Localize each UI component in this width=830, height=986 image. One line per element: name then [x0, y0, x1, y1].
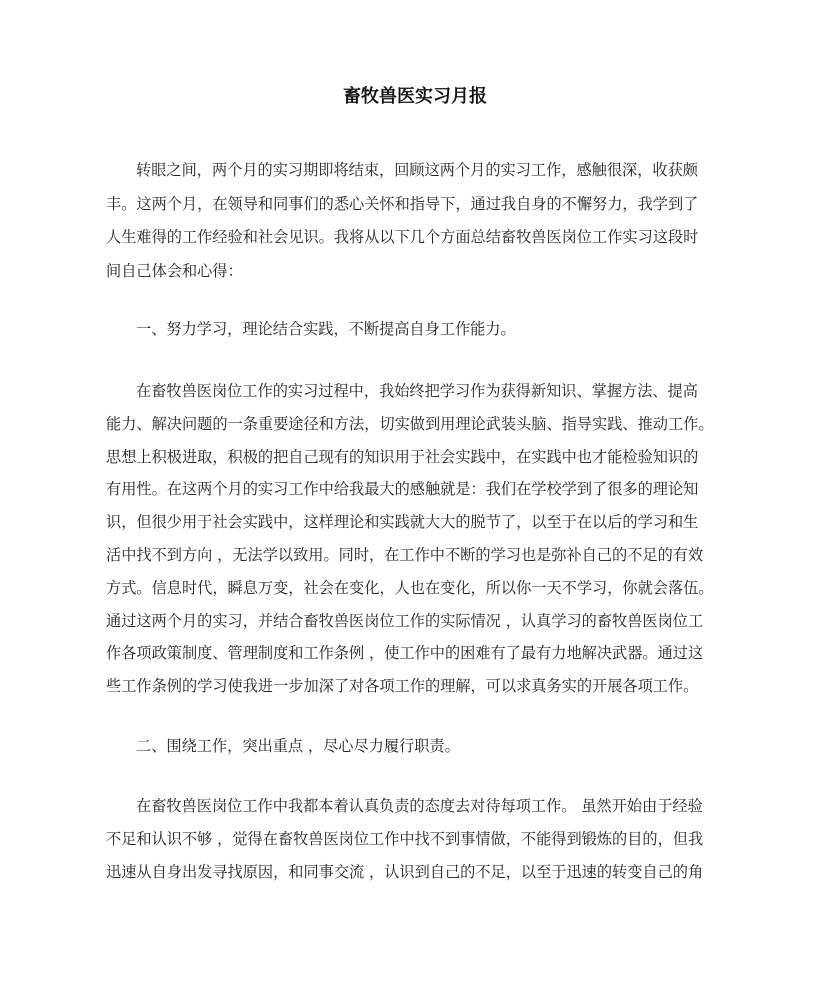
paragraph-intro — [106, 154, 726, 288]
text-line: 迅速从自身出发寻找原因，和同事交流 ，认识到自己的不足，以至于迅速的转变自己的角 — [106, 863, 704, 881]
text-line: 通过这两个月的实习，并结合畜牧兽医岗位工作的实际情况 ，认真学习的畜牧兽医岗位工 — [106, 611, 704, 630]
text-line: 丰。这两个月，在领导和同事们的悉心关怀和指导下，通过我自身的不懈努力，我学到了 — [106, 194, 699, 213]
text-line: 间自己体会和心得： — [106, 261, 243, 280]
text-line: 在畜牧兽医岗位工作中我都本着认真负责的态度去对待每项工作。 虽然开始由于经验 — [136, 797, 703, 815]
paragraph-section-1 — [106, 375, 726, 703]
paragraph-section-2 — [106, 790, 726, 889]
text-line: 思想上积极进取，积极的把自己现有的知识用于社会实践中，在实践中也才能检验知识的 — [106, 447, 699, 466]
document-title: 畜牧兽医实习月报 — [343, 86, 487, 107]
text-line: 不足和认识不够 ，觉得在畜牧兽医岗位工作中找不到事情做，不能得到锻炼的目的，但我 — [106, 830, 704, 848]
text-line: 人生难得的工作经验和社会见识。我将从以下几个方面总结畜牧兽医岗位工作实习这段时 — [106, 228, 699, 246]
section-heading-1: 一、努力学习，理论结合实践，不断提高自身工作能力。 — [136, 320, 516, 338]
text-line: 些工作条例的学习使我进一步加深了对各项工作的理解，可以求真务实的开展各项工作。 — [106, 677, 699, 696]
section-heading-2: 二、围绕工作，突出重点 ，尽心尽力履行职责。 — [136, 737, 460, 755]
text-line: 在畜牧兽医岗位工作的实习过程中，我始终把学习作为获得新知识、掌握方法、提高 — [136, 382, 698, 400]
text-line: 识，但很少用于社会实践中，这样理论和实践就大大的脱节了，以至于在以后的学习和生 — [106, 513, 699, 532]
text-line: 转眼之间，两个月的实习期即将结束，回顾这两个月的实习工作，感触很深，收获颇 — [136, 161, 698, 179]
text-line: 方式。信息时代，瞬息万变，社会在变化，人也在变化，所以你一天不学习，你就会落伍。 — [106, 578, 714, 597]
text-line: 有用性。在这两个月的实习工作中给我最大的感触就是：我们在学校学到了很多的理论知 — [106, 480, 699, 499]
text-line: 能力、解决问题的一条重要途径和方法，切实做到用理论武装头脑、指导实践、推动工作。 — [106, 414, 714, 433]
text-line: 活中找不到方向 ，无法学以致用。同时，在工作中不断的学习也是弥补自己的不足的有效 — [106, 545, 704, 564]
text-line: 作各项政策制度、管理制度和工作条例 ，使工作中的困难有了最有力地解决武器。通过这 — [106, 644, 704, 663]
